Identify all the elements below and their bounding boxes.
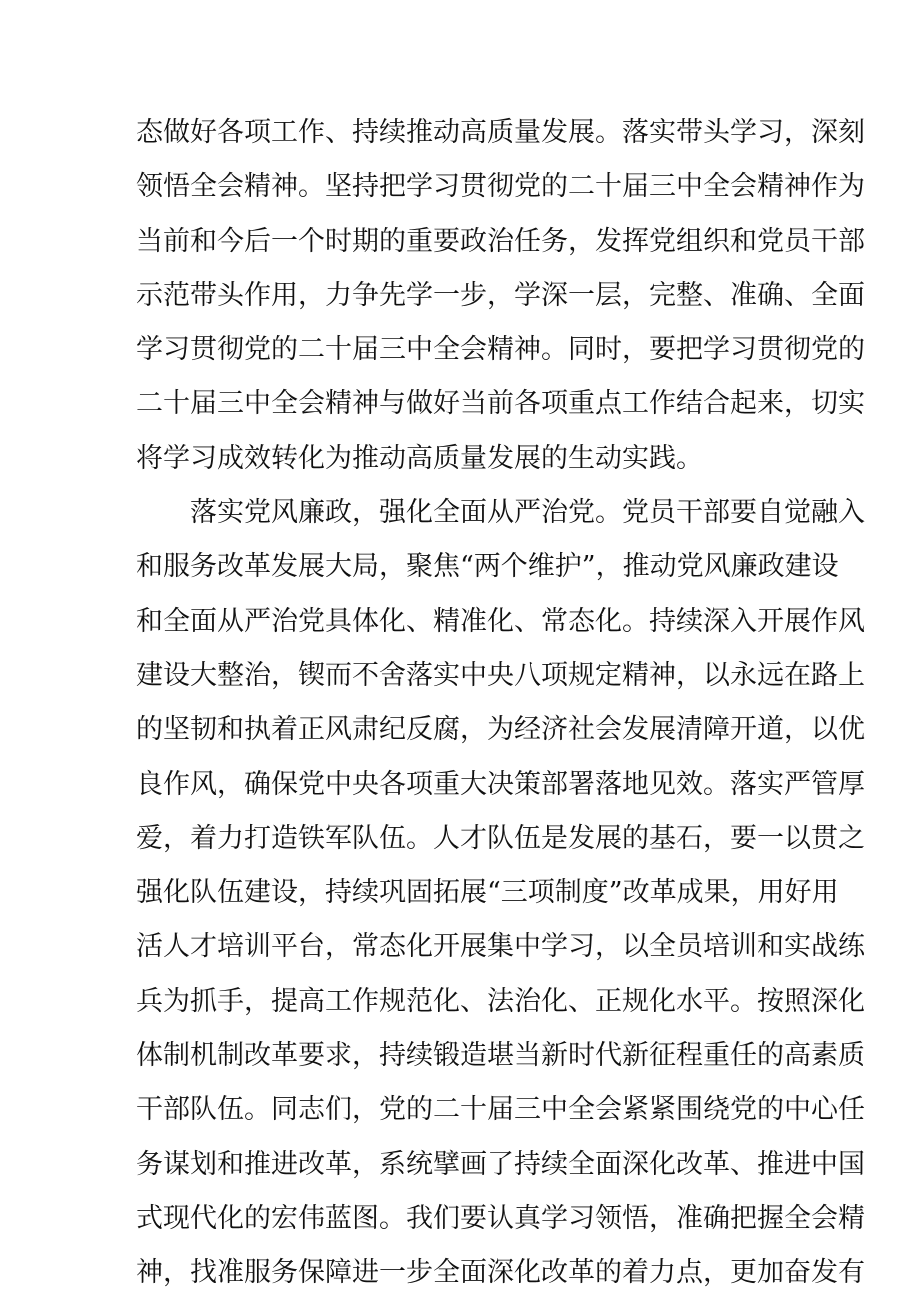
text-line: 式现代化的宏伟蓝图。我们要认真学习领悟，准确把握全会精 — [136, 1202, 865, 1234]
text-line: 当前和今后一个时期的重要政治任务，发挥党组织和党员干部 — [136, 225, 865, 257]
text-line: 神，找准服务保障进一步全面深化改革的着力点，更加奋发有 — [136, 1257, 865, 1289]
text-line: 落实党风廉政，强化全面从严治党。党员干部要自觉融入 — [190, 497, 865, 529]
text-line: 将学习成效转化为推动高质量发展的生动实践。 — [136, 442, 703, 474]
text-line: 体制机制改革要求，持续锻造堪当新时代新征程重任的高素质 — [136, 1040, 865, 1072]
text-line: 爱，着力打造铁军队伍。人才队伍是发展的基石，要一以贯之 — [136, 822, 865, 854]
text-line: 建设大整治，锲而不舍落实中央八项规定精神，以永远在路上 — [136, 659, 865, 691]
text-line: 和服务改革发展大局，聚焦“两个维护”，推动党风廉政建设 — [136, 551, 839, 583]
text-line: 的坚韧和执着正风肃纪反腐，为经济社会发展清障开道，以优 — [136, 714, 865, 746]
text-line: 态做好各项工作、持续推动高质量发展。落实带头学习，深刻 — [136, 117, 865, 148]
text-line: 务谋划和推进改革，系统擘画了持续全面深化改革、推进中国 — [136, 1148, 865, 1180]
text-line: 活人才培训平台，常态化开展集中学习，以全员培训和实战练 — [136, 931, 865, 963]
text-line: 学习贯彻党的二十届三中全会精神。同时，要把学习贯彻党的 — [136, 334, 865, 366]
text-line: 干部队伍。同志们，党的二十届三中全会紧紧围绕党的中心任 — [136, 1094, 865, 1126]
paragraph — [136, 106, 865, 486]
paragraph — [136, 486, 865, 1300]
text-line: 兵为抓手，提高工作规范化、法治化、正规化水平。按照深化 — [136, 985, 865, 1017]
text-line: 和全面从严治党具体化、精准化、常态化。持续深入开展作风 — [136, 605, 865, 637]
text-line: 领悟全会精神。坚持把学习贯彻党的二十届三中全会精神作为 — [136, 171, 865, 203]
document-body — [136, 106, 865, 1301]
text-line: 强化队伍建设，持续巩固拓展“三项制度”改革成果，用好用 — [136, 877, 839, 909]
text-line: 良作风，确保党中央各项重大决策部署落地见效。落实严管厚 — [136, 768, 865, 800]
text-line: 示范带头作用，力争先学一步，学深一层，完整、准确、全面 — [136, 279, 865, 311]
text-line: 二十届三中全会精神与做好当前各项重点工作结合起来，切实 — [136, 388, 865, 420]
